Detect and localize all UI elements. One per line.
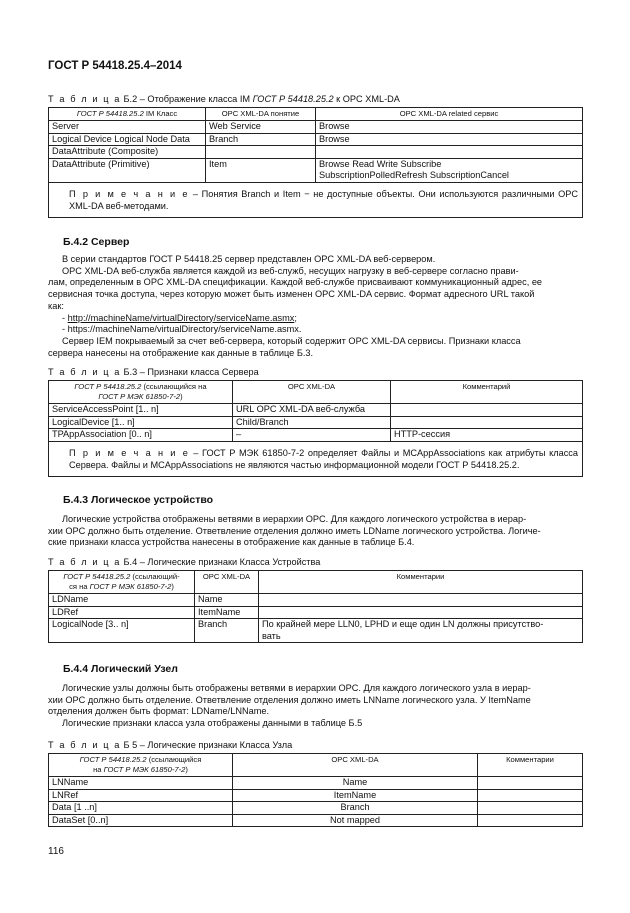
table-header-cell: OPC XML-DA bbox=[233, 381, 391, 404]
table-cell: Data [1 ..n] bbox=[49, 802, 233, 815]
table-cell: Browse bbox=[316, 121, 583, 134]
table-cell: По крайней мере LLN0, LPHD и еще один LN должны присутство- вать bbox=[259, 619, 583, 643]
table-header-cell: ГОСТ Р 54418.25.2 IM Класс bbox=[49, 108, 206, 121]
table-cell: HTTP-сессия bbox=[391, 429, 583, 442]
table-header-cell: ГОСТ Р 54418.25.2 (ссылающий- ся на ГОСТ Р МЭК 61850-7-2) bbox=[49, 571, 195, 594]
table-header-cell: OPC XML-DA related сервис bbox=[316, 108, 583, 121]
paragraph: Сервер IEM покрываемый за счет веб-сервера, который содержит OPC XML-DA сервисы. Признаки класса bbox=[62, 335, 521, 346]
table-row bbox=[49, 133, 583, 146]
table-cell: Child/Branch bbox=[233, 416, 391, 429]
table-header-row bbox=[49, 571, 583, 594]
table-header-cell: ГОСТ Р 54418.25.2 (ссылающийся на ГОСТ Р МЭК 61850-7-2) bbox=[49, 754, 233, 777]
table-cell bbox=[316, 146, 583, 159]
table-row bbox=[49, 619, 583, 643]
table-header-cell: ГОСТ Р 54418.25.2 (ссылающийся на ГОСТ Р МЭК 61850-7-2) bbox=[49, 381, 233, 404]
table-cell: LogicalNode [3.. n] bbox=[49, 619, 195, 643]
table-cell bbox=[391, 404, 583, 417]
table-cell bbox=[206, 146, 316, 159]
table-note-row bbox=[49, 441, 583, 476]
table-b5-caption: Т а б л и ц а Б 5 – Логические признаки Класса Узла bbox=[48, 740, 293, 750]
table-header-cell: OPC XML-DA понятие bbox=[206, 108, 316, 121]
table-header-cell: Комментарий bbox=[391, 381, 583, 404]
table-cell bbox=[478, 814, 583, 827]
table-cell: Branch bbox=[233, 802, 478, 815]
table-row bbox=[49, 802, 583, 815]
list-item: - http://machineName/virtualDirectory/serviceName.asmx; bbox=[62, 312, 297, 323]
paragraph: Логические узлы должны быть отображены ветвями в иерархии OPC. Для каждого логического узла в иерар- bbox=[62, 683, 531, 693]
table-cell: TPAppAssociation [0.. n] bbox=[49, 429, 233, 442]
table-cell: DataAttribute (Primitive) bbox=[49, 158, 206, 182]
table-row bbox=[49, 606, 583, 619]
table-cell bbox=[259, 606, 583, 619]
section-heading-b44: Б.4.4 Логический Узел bbox=[63, 663, 178, 675]
section-heading-b42: Б.4.2 Сервер bbox=[63, 236, 130, 248]
table-cell: LogicalDevice [1.. n] bbox=[49, 416, 233, 429]
table-header-cell: OPC XML-DA bbox=[195, 571, 259, 594]
caption-standard: ГОСТ Р 54418.25.2 bbox=[252, 94, 334, 104]
table-note: П р и м е ч а н и е – Понятия Branch и Item − не доступные объекты. Они используются различными OPC XML-DA веб-методами. bbox=[49, 182, 583, 217]
table-cell: URL OPC XML-DA веб-служба bbox=[233, 404, 391, 417]
table-header-row bbox=[49, 754, 583, 777]
table-cell: LDName bbox=[49, 594, 195, 607]
paragraph-line: ские признаки класса устройства нанесены в отображение как данные в таблице Б.4. bbox=[48, 537, 415, 548]
table-row bbox=[49, 146, 583, 159]
table-cell: – bbox=[233, 429, 391, 442]
table-note-row bbox=[49, 182, 583, 217]
table-row bbox=[49, 789, 583, 802]
table-cell: Web Service bbox=[206, 121, 316, 134]
table-cell: Browse bbox=[316, 133, 583, 146]
paragraph-line: хии OPC должно быть отделение. Ответвление отделения должно иметь LNName логического узла. У ItemName bbox=[48, 694, 531, 705]
paragraph-line: сервера нанесены на отображение как данные в таблице Б.3. bbox=[48, 347, 314, 358]
paragraph-line: сервисная точка доступа, через которую может быть изменен OPC XML-DA сервис. Формат адресного URL такой bbox=[48, 289, 535, 300]
paragraph: Логические признаки класса узла отображены данными в таблице Б.5 bbox=[62, 718, 363, 729]
table-row bbox=[49, 777, 583, 790]
table-cell: Server bbox=[49, 121, 206, 134]
table-cell: LNRef bbox=[49, 789, 233, 802]
table-cell: DataSet [0..n] bbox=[49, 814, 233, 827]
table-b2 bbox=[48, 107, 583, 218]
table-header-cell: OPC XML-DA bbox=[233, 754, 478, 777]
table-cell: Logical Device Logical Node Data bbox=[49, 133, 206, 146]
document-header: ГОСТ Р 54418.25.4–2014 bbox=[48, 60, 182, 72]
table-b5 bbox=[48, 753, 583, 827]
paragraph: В серии стандартов ГОСТ Р 54418.25 сервер представлен OPC XML-DA веб-сервером. bbox=[62, 254, 436, 264]
url-link[interactable]: http://machineName/virtualDirectory/serviceName.asmx bbox=[67, 312, 295, 323]
table-cell: ItemName bbox=[233, 789, 478, 802]
table-cell bbox=[259, 594, 583, 607]
table-cell: DataAttribute (Composite) bbox=[49, 146, 206, 159]
table-header-cell: Комментарии bbox=[478, 754, 583, 777]
caption-text: Б.2 – Отображение класса IM bbox=[120, 94, 253, 104]
section-b44-text bbox=[48, 683, 583, 730]
list-item: - https://machineName/virtualDirectory/serviceName.asmx. bbox=[62, 324, 302, 335]
paragraph: OPC XML-DA веб-служба является каждой из веб-служб, несущих нагрузку в веб-сервере согласно прави- bbox=[62, 265, 519, 276]
table-header-cell: Комментарии bbox=[259, 571, 583, 594]
table-row bbox=[49, 814, 583, 827]
table-cell: Not mapped bbox=[233, 814, 478, 827]
table-b2-caption bbox=[48, 94, 400, 104]
table-cell bbox=[478, 777, 583, 790]
caption-label: Т а б л и ц а bbox=[48, 94, 121, 104]
table-row bbox=[49, 416, 583, 429]
table-b4-caption: Т а б л и ц а Б.4 – Логические признаки Класса Устройства bbox=[48, 557, 321, 567]
table-note: П р и м е ч а н и е – ГОСТ Р МЭК 61850-7-2 определяет Файлы и MCAppAssociations как атрибуты класса Сервера. Файлы и MCAppAssociations не являются частью информационной модели ГОСТ Р 54418.25.2. bbox=[49, 441, 583, 476]
table-b3 bbox=[48, 380, 583, 477]
paragraph-line: лам, определенным в OPC XML-DA спецификации. Каждой веб-службе присваивают коммуникационный адрес, ее bbox=[48, 277, 543, 288]
section-heading-b43: Б.4.3 Логическое устройство bbox=[63, 494, 214, 506]
table-cell: ServiceAccessPoint [1.. n] bbox=[49, 404, 233, 417]
paragraph-line: отделения должен быть формат: LDName/LNName. bbox=[48, 706, 270, 717]
table-cell: Item bbox=[206, 158, 316, 182]
table-cell: Branch bbox=[206, 133, 316, 146]
table-row bbox=[49, 158, 583, 182]
section-b42-text bbox=[48, 254, 583, 359]
table-row bbox=[49, 429, 583, 442]
table-cell: Branch bbox=[195, 619, 259, 643]
caption-tail: к OPC XML-DA bbox=[333, 94, 400, 104]
table-row bbox=[49, 404, 583, 417]
table-cell: Name bbox=[195, 594, 259, 607]
table-b3-caption: Т а б л и ц а Б.3 – Признаки класса Сервера bbox=[48, 367, 259, 377]
table-row bbox=[49, 594, 583, 607]
table-header-row bbox=[49, 381, 583, 404]
paragraph: Логические устройства отображены ветвями в иерархии OPC. Для каждого логического устройства в иерар- bbox=[62, 514, 527, 524]
paragraph-line: хии OPC должно быть отделение. Ответвление отделения должно иметь LDName логического устройства. Логиче- bbox=[48, 525, 541, 536]
table-cell: ItemName bbox=[195, 606, 259, 619]
table-header-row bbox=[49, 108, 583, 121]
table-cell: LDRef bbox=[49, 606, 195, 619]
table-cell bbox=[391, 416, 583, 429]
page-number: 116 bbox=[48, 846, 64, 857]
table-cell: Name bbox=[233, 777, 478, 790]
table-cell: Browse Read Write Subscribe SubscriptionPolledRefresh SubscriptionCancel bbox=[316, 158, 583, 182]
table-b4 bbox=[48, 570, 583, 643]
table-cell bbox=[478, 789, 583, 802]
section-b43-text bbox=[48, 514, 583, 549]
table-cell bbox=[478, 802, 583, 815]
table-cell: LNName bbox=[49, 777, 233, 790]
paragraph-line: как: bbox=[48, 300, 64, 311]
table-row bbox=[49, 121, 583, 134]
